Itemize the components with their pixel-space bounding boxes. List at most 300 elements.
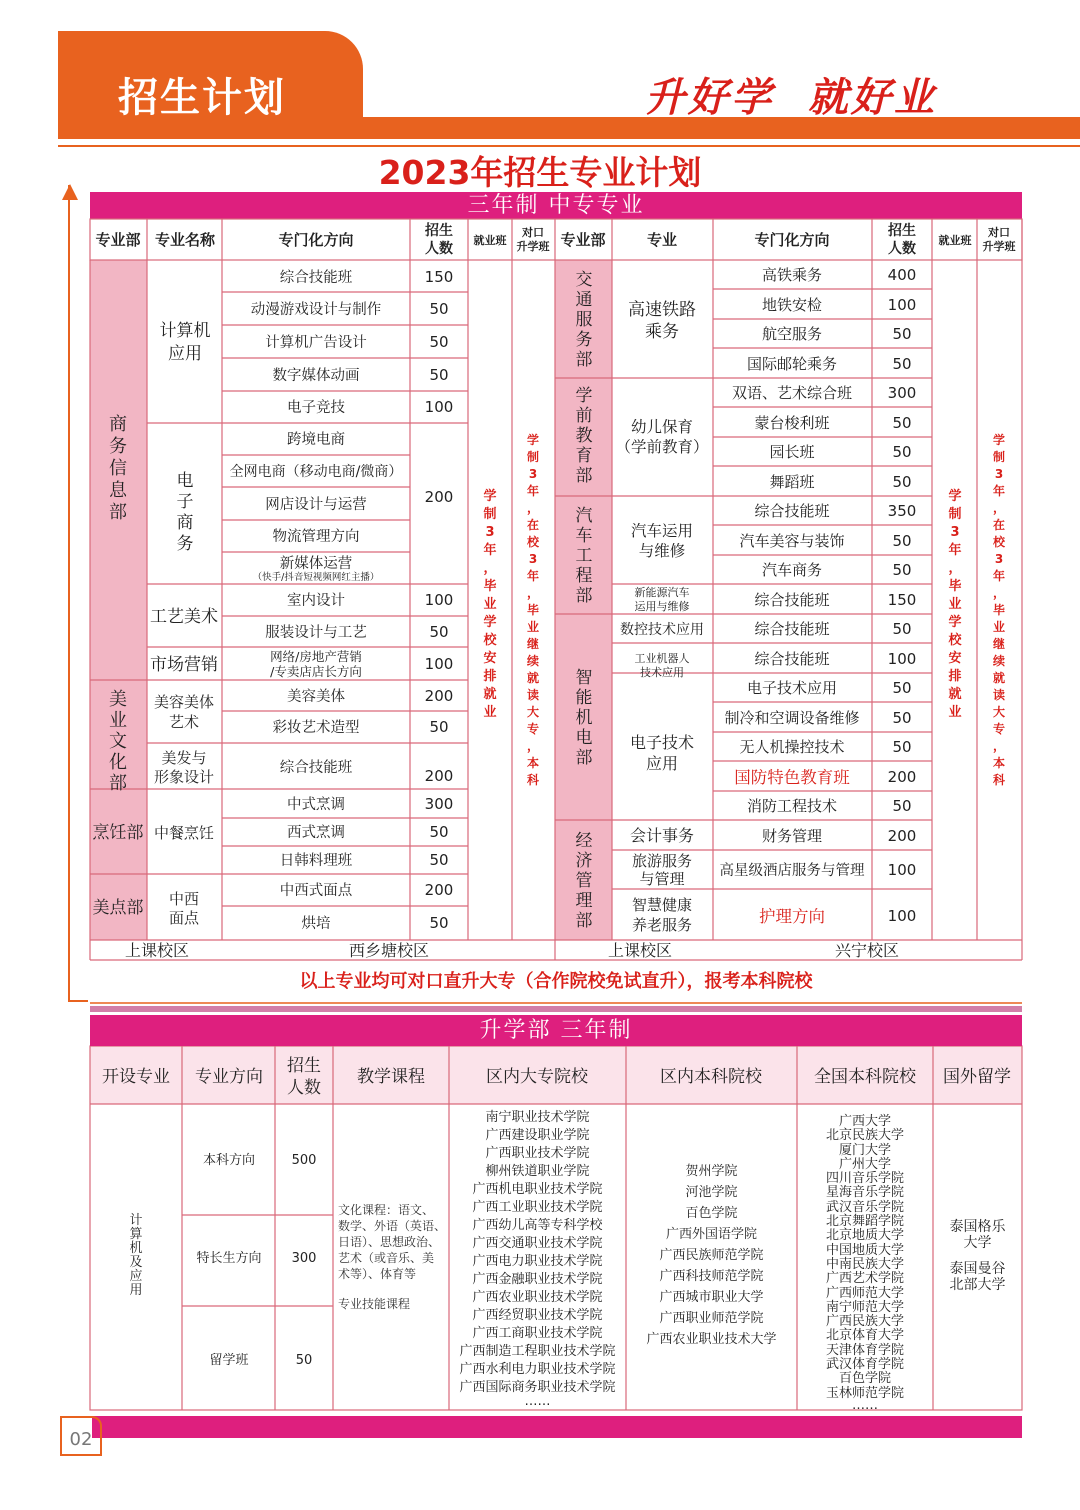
header-cell: 对口 [522, 226, 544, 239]
employment-note: 学 [483, 489, 497, 504]
number-cell: 100 [887, 907, 917, 925]
list-item: 天津体育学院 [825, 1342, 904, 1358]
employment-note: 3 [950, 525, 960, 540]
direction-cell: 综合技能班 [754, 650, 830, 668]
list-item: 北京体育大学 [825, 1328, 904, 1344]
upgrade-note: 学 [992, 433, 1006, 447]
major-label: 电 [176, 471, 194, 491]
direction-cell: 综合技能班 [279, 760, 353, 776]
major-label: 艺术 [168, 713, 200, 731]
list-item: 广西制造工程职业技术学院 [459, 1344, 616, 1359]
employment-note: 校 [483, 633, 497, 648]
number-cell: 50 [892, 325, 912, 343]
upgrade-note: 业 [526, 620, 540, 634]
list-item: 广西机电职业技术学院 [472, 1182, 603, 1197]
list-item: 河池学院 [685, 1185, 738, 1200]
upgrade-note: ， [992, 739, 1006, 753]
list-item: 广西民族师范学院 [659, 1248, 764, 1263]
major-label: 市场营销 [150, 655, 218, 675]
employment-note: 学 [483, 615, 497, 630]
list-item: 广西科技师范学院 [659, 1269, 764, 1284]
upgrade-note: 毕 [992, 603, 1006, 617]
page-number: 02 [60, 1416, 102, 1456]
list-item: 广西农业职业技术大学 [646, 1332, 777, 1347]
number-cell: 200 [424, 687, 454, 705]
major-label: 应用 [645, 754, 679, 773]
list-item: 北京民族大学 [825, 1128, 904, 1144]
list-item: 广西电力职业技术学院 [472, 1254, 603, 1269]
list-item: 广西交通职业技术学院 [472, 1236, 603, 1251]
number-cell: 200 [424, 488, 454, 506]
upgrade-note: 校 [992, 535, 1006, 549]
employment-note: 年 [483, 543, 497, 558]
number-cell: 300 [887, 384, 917, 402]
list-item: 广西水利电力职业技术学院 [459, 1362, 616, 1377]
direction-cell: 电子竞技 [287, 400, 345, 416]
number-cell: 200 [424, 881, 454, 899]
department-label: 育 [575, 446, 593, 466]
direction-cell: 综合技能班 [754, 591, 830, 609]
major-label: 新能源汽车 [634, 586, 690, 599]
page-title: 2023年招生专业计划 [378, 153, 702, 192]
upgrade-note: 科 [992, 773, 1006, 787]
direction-cell: 彩妆艺术造型 [272, 720, 360, 736]
number-cell: 200 [887, 827, 917, 845]
header-cell: 升学班 [516, 240, 550, 253]
department-label: 部 [575, 911, 593, 931]
list-item: 广西工业职业技术学院 [472, 1200, 603, 1215]
section2-band-shadow [90, 1006, 1022, 1012]
number-cell: 100 [887, 296, 917, 314]
employment-note: 校 [948, 633, 962, 648]
direction-cell: 跨境电商 [287, 432, 345, 448]
list-item: 广西外国语学院 [665, 1227, 757, 1242]
list-item: 广西职业技术学院 [485, 1146, 590, 1161]
employment-note: 学 [948, 489, 962, 504]
major-label: 应 [129, 1269, 143, 1284]
list-item: 广西师范大学 [825, 1285, 904, 1301]
number-cell: 100 [424, 655, 454, 673]
number-cell: 50 [429, 851, 449, 869]
campus-value: 兴宁校区 [834, 941, 900, 960]
number-cell: 150 [424, 268, 454, 286]
major-label: 计算机 [159, 321, 211, 341]
upgrade-note: 续 [526, 654, 540, 668]
employment-note: 业 [483, 597, 497, 612]
major-label: 工艺美术 [150, 607, 218, 627]
department-label: 电 [575, 728, 593, 748]
number-cell: 50 [892, 797, 912, 815]
number-cell: 300 [424, 795, 454, 813]
number-cell: 50 [892, 532, 912, 550]
number-cell: 50 [429, 623, 449, 641]
number-cell: 50 [429, 823, 449, 841]
header-cell: 全国本科院校 [814, 1067, 916, 1087]
header-cell: 区内大专院校 [486, 1067, 588, 1087]
number-cell: 50 [892, 443, 912, 461]
employment-note: 毕 [948, 579, 962, 594]
department-label: 程 [575, 566, 593, 586]
major-label: 电子技术 [629, 733, 695, 752]
direction-cell: 本科方向 [202, 1153, 256, 1168]
direction-cell: 留学班 [209, 1353, 249, 1368]
direction-cell: 室内设计 [287, 593, 345, 609]
number-cell: 50 [429, 366, 449, 384]
direction-cell: 制冷和空调设备维修 [724, 709, 860, 727]
major-label: 计 [129, 1213, 143, 1228]
department-label: 交 [575, 270, 593, 290]
direction-cell: 护理方向 [759, 907, 825, 926]
list-item: 广西艺术学院 [825, 1271, 904, 1287]
list-item: 广西民族大学 [825, 1314, 904, 1330]
department-label: 理 [575, 891, 593, 911]
department-label: 能 [575, 688, 593, 708]
direction-cell: 综合技能班 [279, 270, 353, 286]
upgrade-note: 年 [992, 484, 1006, 498]
upgrade-note: 继 [526, 637, 540, 651]
major-label: 数控技术应用 [620, 622, 704, 638]
upgrade-note: 业 [992, 620, 1006, 634]
employment-note: ， [483, 561, 497, 576]
department-label: 车 [575, 526, 593, 546]
header-cell: 专门化方向 [754, 231, 830, 249]
number-cell: 50 [892, 473, 912, 491]
employment-note: 就 [948, 687, 962, 702]
number-cell: 300 [291, 1251, 317, 1266]
major-label: 高速铁路 [628, 300, 696, 320]
direction-cell: 烘培 [301, 916, 331, 932]
department-label: 美 [109, 689, 127, 710]
employment-note: 制 [948, 507, 962, 522]
direction-cell: 园长班 [769, 443, 815, 461]
header-cell: 教学课程 [357, 1067, 425, 1087]
employment-note: 制 [483, 507, 497, 522]
major-label: 算 [129, 1227, 143, 1242]
number-cell: 350 [887, 502, 917, 520]
header-title: 招生计划 [118, 75, 286, 121]
number-cell: 200 [424, 767, 454, 785]
department-label: 服 [575, 310, 593, 330]
upgrade-note: 本 [526, 756, 540, 770]
direction-cell: 电子技术应用 [746, 679, 838, 697]
header-cell: 招生 [888, 223, 916, 239]
list-item: 星海音乐学院 [825, 1185, 904, 1201]
course-line: 数学、外语（英语、 [338, 1219, 447, 1233]
header-cell: 人数 [888, 241, 916, 257]
major-label: 技术应用 [640, 666, 684, 679]
header-cell: 专业方向 [195, 1067, 263, 1087]
header-cell: 开设专业 [102, 1067, 170, 1087]
employment-note: 排 [483, 669, 497, 684]
upgrade-note: 年 [992, 569, 1006, 583]
number-cell: 50 [892, 561, 912, 579]
upgrade-note: 专 [526, 722, 540, 736]
list-item: 广西建设职业学院 [485, 1128, 590, 1143]
direction-cell: 无人机操控技术 [739, 738, 845, 756]
list-item: 四川音乐学院 [825, 1171, 904, 1187]
department-label: 通 [575, 290, 593, 310]
employment-note: ， [948, 561, 962, 576]
number-cell: 50 [429, 914, 449, 932]
employment-note: 安 [483, 651, 497, 666]
major-label: 美发与 [161, 749, 207, 767]
section2-band: 升学部 三年制 [90, 1015, 1022, 1046]
department-label: 教 [575, 426, 593, 446]
direction-note: /专卖店店长方向 [270, 664, 362, 679]
department-label: 部 [575, 466, 593, 486]
number-cell: 100 [887, 861, 917, 879]
major-label: 乘务 [645, 322, 679, 342]
header-cell: 对口 [988, 226, 1010, 239]
campus-label: 上课校区 [607, 941, 673, 960]
department-label: 务 [109, 436, 127, 457]
upgrade-note: 大 [526, 705, 540, 719]
upgrade-note: 专 [992, 722, 1006, 736]
header-cell: 招生 [425, 223, 453, 239]
list-item: 北京地质大学 [825, 1228, 904, 1244]
header-cell: 人数 [425, 241, 453, 257]
direction-cell: 中西式面点 [279, 883, 353, 899]
direction-cell: 双语、艺术综合班 [731, 384, 853, 402]
direction-cell: 地铁安检 [761, 296, 823, 314]
upgrade-note: ， [526, 586, 540, 600]
direction-cell: 计算机广告设计 [265, 335, 367, 351]
direction-cell: 消防工程技术 [746, 797, 838, 815]
department-label: 学 [575, 386, 593, 406]
direction-cell: 舞蹈班 [769, 473, 815, 491]
list-item: 中国地质大学 [825, 1242, 904, 1258]
major-label: 用 [129, 1283, 143, 1298]
major-label: 子 [176, 492, 194, 512]
list-item: 广西幼儿高等专科学校 [472, 1218, 603, 1233]
employment-note: 3 [485, 525, 495, 540]
direction-cell: 汽车美容与装饰 [739, 532, 845, 550]
international-list [933, 1219, 1022, 1293]
list-item: 北京舞蹈学院 [825, 1214, 904, 1230]
list-item: 百色学院 [838, 1371, 891, 1387]
upgrade-note: 毕 [526, 603, 540, 617]
list-item: 柳州铁道职业学院 [485, 1164, 590, 1179]
department-label: 机 [575, 708, 593, 728]
course-list [338, 1202, 448, 1312]
list-item: 玉林师范学院 [825, 1385, 904, 1401]
department-label: 文 [109, 731, 127, 752]
upgrade-note: 制 [526, 450, 540, 464]
direction-cell: 国际邮轮乘务 [746, 355, 838, 373]
header-cell: 招生 [287, 1056, 321, 1076]
department-label: 管 [575, 871, 593, 891]
department-label: 工 [575, 546, 593, 566]
upgrade-note: 就 [992, 671, 1006, 685]
employment-note: 毕 [483, 579, 497, 594]
upgrade-note: 3 [528, 467, 538, 481]
course-line: 日语）、思想政治、 [338, 1235, 441, 1249]
number-cell: 100 [887, 650, 917, 668]
direction-cell: 蒙台梭利班 [754, 414, 830, 432]
number-cell: 50 [892, 620, 912, 638]
list-item: …… [524, 1394, 551, 1409]
department-label: 化 [109, 752, 127, 773]
upgrade-note: 校 [526, 535, 540, 549]
employment-note: 业 [948, 597, 962, 612]
list-item: 贺州学院 [685, 1164, 738, 1179]
list-item: 泰国曼谷 [949, 1261, 1006, 1277]
direction-cell: 日韩料理班 [279, 853, 353, 869]
direction-cell: 美容美体 [287, 689, 345, 705]
section1-note: 以上专业均可对口直升大专（合作院校免试直升），报考本科院校 [299, 971, 813, 992]
upgrade-note: ， [992, 586, 1006, 600]
direction-cell: 物流管理方向 [272, 529, 360, 545]
major-label: 汽车运用 [630, 522, 694, 540]
list-item: 大学 [963, 1235, 992, 1251]
number-cell: 150 [887, 591, 917, 609]
direction-cell: 动漫游戏设计与制作 [250, 302, 382, 318]
number-cell: 500 [291, 1153, 317, 1168]
course-line: 术等）、体育等 [338, 1267, 417, 1281]
major-label: 机 [129, 1241, 143, 1256]
upgrade-note: 制 [992, 450, 1006, 464]
header-cell: 就业班 [938, 234, 972, 247]
department-label: 商 [109, 414, 127, 435]
upgrade-note: 就 [526, 671, 540, 685]
campus-label: 上课校区 [124, 941, 190, 960]
header-cell: 国外留学 [943, 1067, 1011, 1087]
list-item: 武汉体育学院 [825, 1357, 904, 1373]
major-label: 务 [176, 534, 194, 554]
campus-value: 西乡塘校区 [348, 941, 430, 960]
upgrade-note: 本 [992, 756, 1006, 770]
direction-note: （快手/抖音短视频网红主播） [252, 572, 380, 583]
upgrade-note: 续 [992, 654, 1006, 668]
employment-note: 排 [948, 669, 962, 684]
list-item: 百色学院 [685, 1206, 738, 1221]
department-label: 经 [575, 831, 593, 851]
department-label: 部 [575, 748, 593, 768]
department-label: 务 [575, 330, 593, 350]
direction-cell: 西式烹调 [287, 825, 345, 841]
direction-cell: 全网电商（移动电商/微商） [229, 464, 403, 480]
employment-note: 业 [483, 705, 497, 720]
major-label: 幼儿保育 [630, 418, 694, 436]
footer-bar [92, 1416, 1022, 1438]
college-list [449, 1109, 626, 1407]
major-label: 与管理 [639, 870, 685, 888]
number-cell: 50 [429, 333, 449, 351]
list-item: 中南民族大学 [825, 1256, 904, 1272]
department-label: 部 [575, 350, 593, 370]
list-item: 广西城市职业大学 [659, 1290, 764, 1305]
major-label: （学前教育） [615, 438, 709, 456]
header-cell: 升学班 [982, 240, 1016, 253]
direction-cell: 服装设计与工艺 [265, 625, 367, 641]
header-cell: 就业班 [473, 234, 507, 247]
header-cell: 专业名称 [154, 231, 216, 249]
department-label: 前 [575, 406, 593, 426]
direction-cell: 特长生方向 [196, 1251, 262, 1266]
direction-cell: 中式烹调 [287, 797, 345, 813]
department-label: 部 [575, 586, 593, 606]
upgrade-note: ， [526, 501, 540, 515]
national-university-list [797, 1114, 933, 1413]
major-label: 工业机器人 [634, 652, 690, 665]
list-item: 广西职业师范学院 [659, 1311, 764, 1326]
list-item: 广西大学 [838, 1114, 891, 1129]
number-cell: 50 [429, 300, 449, 318]
direction-cell: 网店设计与运营 [265, 497, 367, 513]
department-label: 汽 [575, 506, 593, 526]
number-cell: 100 [424, 398, 454, 416]
employment-note: 就 [483, 687, 497, 702]
upgrade-note: 年 [526, 569, 540, 583]
major-label: 中餐烹饪 [153, 824, 215, 842]
department-label: 息 [109, 480, 127, 501]
upgrade-note: 读 [526, 688, 540, 702]
list-item: 广西金融职业技术学院 [472, 1272, 603, 1287]
number-cell: 50 [892, 709, 912, 727]
upgrade-note: 在 [526, 518, 540, 532]
department-label: 济 [575, 851, 593, 871]
list-item: 泰国格乐 [949, 1219, 1006, 1235]
direction-cell: 综合技能班 [754, 620, 830, 638]
employment-note: 年 [948, 543, 962, 558]
district-university-list [626, 1161, 797, 1350]
header-cell: 专业部 [95, 231, 141, 249]
department-label: 业 [109, 710, 127, 731]
major-label: 会计事务 [629, 826, 695, 845]
course-line: 专业技能课程 [338, 1297, 411, 1311]
number-cell: 50 [892, 355, 912, 373]
list-item: 武汉音乐学院 [825, 1199, 904, 1215]
number-cell: 50 [429, 718, 449, 736]
direction-cell: 高铁乘务 [761, 266, 823, 284]
upgrade-note: 读 [992, 688, 1006, 702]
number-cell: 400 [887, 266, 917, 284]
direction-cell: 国防特色教育班 [734, 768, 850, 787]
department-label: 美点部 [92, 898, 144, 918]
upgrade-note: ， [992, 501, 1006, 515]
number-cell: 50 [295, 1353, 313, 1368]
upgrade-note: 年 [526, 484, 540, 498]
upgrade-note: ， [526, 739, 540, 753]
major-label: 及 [129, 1255, 143, 1270]
employment-note: 学 [948, 615, 962, 630]
upgrade-note: 科 [526, 773, 540, 787]
upgrade-note: 在 [992, 518, 1006, 532]
header-cell: 人数 [287, 1078, 321, 1098]
department-label: 信 [109, 458, 127, 479]
list-item: 广西农业职业技术学院 [472, 1290, 603, 1305]
direction-cell: 新媒体运营 [279, 556, 353, 572]
number-cell: 50 [892, 679, 912, 697]
direction-cell: 高星级酒店服务与管理 [719, 863, 865, 879]
upgrade-note: 3 [528, 552, 538, 566]
course-line: 文化课程：语文、 [338, 1203, 435, 1217]
major-label: 面点 [168, 909, 200, 927]
number-cell: 50 [892, 414, 912, 432]
section1-band: 三年制 中专专业 [90, 192, 1022, 219]
direction-cell: 综合技能班 [754, 502, 830, 520]
department-label: 部 [109, 502, 127, 523]
list-item: 广西经贸职业技术学院 [472, 1308, 603, 1323]
list-item: 南宁职业技术学院 [485, 1110, 590, 1125]
list-item: 广西工商职业技术学院 [472, 1326, 603, 1341]
department-label: 部 [109, 773, 127, 794]
upgrade-note: 继 [992, 637, 1006, 651]
list-item: 北部大学 [949, 1277, 1006, 1293]
list-item: 厦门大学 [838, 1142, 891, 1158]
upgrade-note: 3 [994, 552, 1004, 566]
major-label: 商 [176, 513, 194, 533]
